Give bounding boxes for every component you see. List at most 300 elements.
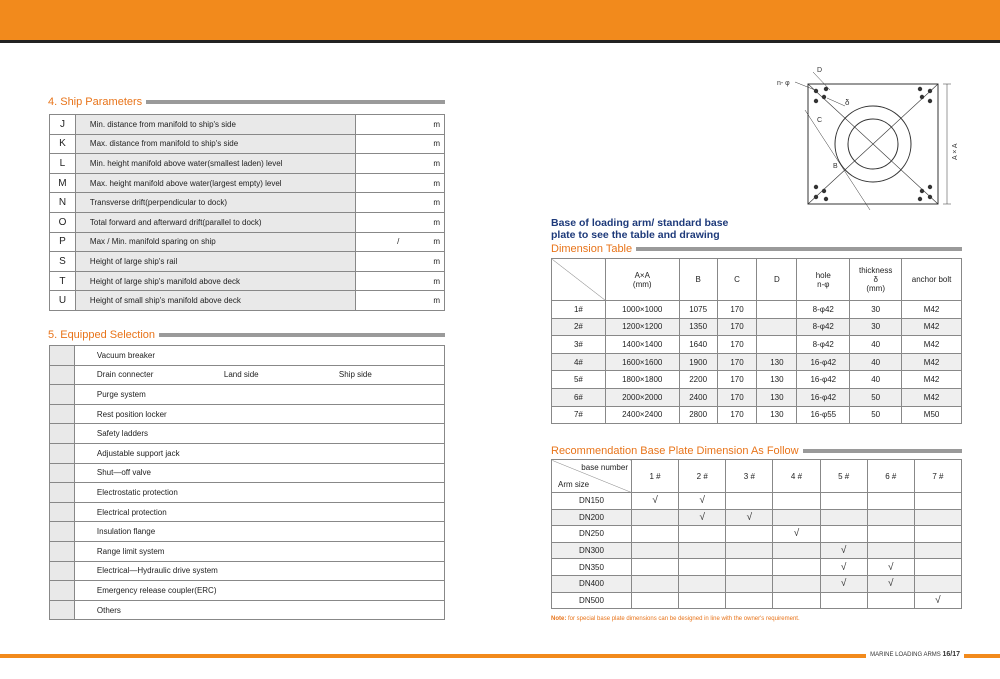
cell-b: 1350: [679, 318, 717, 336]
cell-c: 170: [717, 336, 757, 354]
cell-no: 2#: [552, 318, 606, 336]
param-value[interactable]: [356, 193, 445, 213]
cell-axa: 1000×1000: [605, 301, 679, 319]
param-code: N: [50, 193, 76, 213]
ship-params-table: [49, 114, 445, 311]
base-plate-drawing: [775, 60, 960, 215]
base-title-line1: Base of loading arm/ standard base: [551, 217, 729, 229]
select-checkbox[interactable]: [50, 443, 75, 463]
check-cell: [632, 493, 679, 510]
cell-axa: 2000×2000: [605, 388, 679, 406]
equip-name-cell: [74, 561, 444, 581]
param-desc: Height of large ship's rail: [75, 252, 355, 272]
table-row: [552, 493, 962, 510]
check-cell: [867, 493, 914, 510]
check-cell: [867, 575, 914, 592]
note-text: for special base plate dimensions can be designed in line with the owner's requirement.: [566, 616, 800, 622]
cell-anchor: M42: [902, 388, 962, 406]
heading-rule: [636, 247, 962, 251]
dimension-table: [551, 258, 962, 424]
check-icon: √: [699, 495, 705, 507]
cell-hole: 16-φ42: [797, 353, 850, 371]
table-row: [50, 463, 445, 483]
col-b: B: [679, 259, 717, 301]
cell-no: 5#: [552, 371, 606, 389]
cell-t: 30: [850, 301, 902, 319]
param-unit: m: [433, 119, 440, 129]
equip-name-cell: [74, 443, 444, 463]
arm-size: DN350: [552, 559, 632, 576]
col-base-number: 6 #: [867, 460, 914, 493]
table-row: [552, 336, 962, 354]
check-icon: √: [840, 545, 847, 557]
col-axa: A×A (mm): [605, 259, 679, 301]
cell-d: 130: [757, 388, 797, 406]
cell-d: 130: [757, 371, 797, 389]
equip-name: Drain connecter: [96, 370, 154, 380]
equip-name: Safety ladders: [96, 429, 149, 439]
check-icon: √: [888, 578, 894, 590]
select-checkbox[interactable]: [50, 600, 75, 620]
select-checkbox[interactable]: [50, 502, 75, 522]
check-cell: [820, 592, 867, 609]
param-code: O: [50, 212, 76, 232]
check-cell: [820, 493, 867, 510]
check-cell: [820, 526, 867, 543]
cell-t: 50: [850, 406, 902, 424]
check-cell: [773, 526, 820, 543]
col-base-number: 4 #: [773, 460, 820, 493]
dimension-title: Dimension Table: [551, 243, 633, 255]
cell-axa: 1400×1400: [605, 336, 679, 354]
table-row: [552, 318, 962, 336]
param-value[interactable]: [356, 291, 445, 311]
check-cell: [914, 526, 961, 543]
cell-b: 2200: [679, 371, 717, 389]
param-unit: m: [433, 217, 440, 227]
header-bar: [0, 0, 1000, 40]
cell-anchor: M42: [902, 301, 962, 319]
table-row: [50, 365, 445, 385]
cell-c: 170: [717, 353, 757, 371]
table-row: [50, 404, 445, 424]
check-cell: [679, 493, 726, 510]
select-checkbox[interactable]: [50, 463, 75, 483]
param-desc: Height of small ship's manifold above deck: [75, 291, 355, 311]
cell-d: [757, 318, 797, 336]
param-code: S: [50, 252, 76, 272]
cell-hole: 8-φ42: [797, 336, 850, 354]
check-cell: [632, 542, 679, 559]
table-row: [552, 301, 962, 319]
label-n-phi: n- φ: [777, 80, 790, 87]
param-unit: m: [433, 198, 440, 208]
table-row: [50, 483, 445, 503]
select-checkbox[interactable]: [50, 522, 75, 542]
param-value[interactable]: [356, 173, 445, 193]
cell-t: 40: [850, 353, 902, 371]
check-cell: [867, 526, 914, 543]
equipped-heading: [48, 329, 445, 341]
param-unit: m: [433, 296, 440, 306]
param-slash: /: [397, 237, 400, 247]
equip-name: Electrical—Hydraulic drive system: [96, 566, 218, 576]
label-b: B: [833, 163, 838, 170]
table-row: [50, 541, 445, 561]
select-checkbox[interactable]: [50, 424, 75, 444]
table-row: [552, 353, 962, 371]
table-row: [50, 115, 445, 135]
footer-bar: [0, 654, 1000, 658]
table-row: [50, 232, 445, 252]
equip-name-cell: [74, 522, 444, 542]
heading-rule: [159, 333, 445, 337]
header-rule: [0, 40, 1000, 43]
check-cell: [914, 493, 961, 510]
cell-anchor: M42: [902, 353, 962, 371]
check-cell: [914, 575, 961, 592]
col-hole: hole n-φ: [797, 259, 850, 301]
param-unit: m: [433, 139, 440, 149]
select-checkbox[interactable]: [50, 483, 75, 503]
cell-c: 170: [717, 301, 757, 319]
cell-d: [757, 301, 797, 319]
select-checkbox[interactable]: [50, 404, 75, 424]
param-value[interactable]: [356, 232, 445, 252]
cell-axa: 1200×1200: [605, 318, 679, 336]
equip-name-cell: [74, 581, 444, 601]
cell-no: 1#: [552, 301, 606, 319]
cell-anchor: M42: [902, 336, 962, 354]
param-code: J: [50, 115, 76, 135]
cell-hole: 16-φ55: [797, 406, 850, 424]
cell-b: 1075: [679, 301, 717, 319]
table-row: [50, 346, 445, 366]
check-cell: [679, 542, 726, 559]
check-icon: √: [888, 561, 894, 573]
equip-name: Vacuum breaker: [96, 350, 155, 360]
param-desc: Max. height manifold above water(largest empty) level: [75, 173, 355, 193]
cell-d: 130: [757, 353, 797, 371]
corner-top: base number: [581, 463, 628, 472]
cell-b: 1900: [679, 353, 717, 371]
param-unit: m: [433, 256, 440, 266]
cell-hole: 8-φ42: [797, 301, 850, 319]
arm-size: DN400: [552, 575, 632, 592]
check-cell: [679, 509, 726, 526]
check-cell: [726, 509, 773, 526]
check-cell: [632, 559, 679, 576]
equip-name-cell: [74, 385, 444, 405]
col-base-number: 5 #: [820, 460, 867, 493]
equip-name-cell: [74, 365, 444, 385]
check-cell: [679, 526, 726, 543]
check-cell: [914, 559, 961, 576]
table-row: [50, 424, 445, 444]
select-checkbox[interactable]: [50, 346, 75, 366]
param-desc: Max. distance from manifold to ship's side: [75, 134, 355, 154]
check-cell: [726, 542, 773, 559]
check-icon: √: [840, 561, 847, 573]
cell-anchor: M42: [902, 371, 962, 389]
param-code: M: [50, 173, 76, 193]
dimension-heading: [551, 243, 962, 255]
table-row: [50, 154, 445, 174]
ship-params-heading: [48, 96, 445, 108]
cell-t: 50: [850, 388, 902, 406]
recommendation-heading: [551, 445, 962, 457]
corner-bottom: Arm size: [558, 480, 590, 489]
table-row: [552, 406, 962, 424]
cell-anchor: M50: [902, 406, 962, 424]
check-cell: [773, 509, 820, 526]
label-delta: δ: [845, 98, 850, 107]
col-base-number: 7 #: [914, 460, 961, 493]
param-unit: m: [433, 178, 440, 188]
equip-name: Purge system: [96, 389, 146, 399]
check-icon: √: [840, 578, 847, 590]
check-cell: [632, 592, 679, 609]
table-row: [50, 134, 445, 154]
equip-ship-side: Ship side: [338, 370, 372, 380]
equip-land-side: Land side: [223, 370, 259, 380]
check-icon: √: [746, 511, 753, 523]
check-cell: [773, 559, 820, 576]
base-title-line2: plate to see the table and drawing: [551, 229, 720, 241]
param-value[interactable]: [356, 154, 445, 174]
arm-size: DN200: [552, 509, 632, 526]
table-row: [552, 388, 962, 406]
dimension-header-row: [552, 259, 962, 301]
table-row: [50, 502, 445, 522]
label-c: C: [817, 117, 823, 124]
equip-name-cell: [74, 600, 444, 620]
select-checkbox[interactable]: [50, 365, 75, 385]
arm-size: DN500: [552, 592, 632, 609]
check-cell: [773, 493, 820, 510]
check-cell: [632, 526, 679, 543]
arm-size: DN300: [552, 542, 632, 559]
table-row: [50, 271, 445, 291]
footer: [866, 651, 964, 658]
cell-b: 2400: [679, 388, 717, 406]
param-desc: Transverse drift(perpendicular to dock): [75, 193, 355, 213]
equip-name: Insulation flange: [96, 527, 156, 537]
check-cell: [726, 493, 773, 510]
cell-t: 30: [850, 318, 902, 336]
check-icon: √: [793, 528, 800, 540]
check-cell: [914, 509, 961, 526]
param-desc: Height of large ship's manifold above deck: [75, 271, 355, 291]
cell-no: 4#: [552, 353, 606, 371]
check-cell: [773, 592, 820, 609]
param-desc: Max / Min. manifold sparing on ship: [75, 232, 355, 252]
base-title: [551, 217, 728, 241]
note: [551, 616, 800, 622]
check-cell: [726, 559, 773, 576]
select-checkbox[interactable]: [50, 385, 75, 405]
check-cell: [726, 575, 773, 592]
table-row: [50, 561, 445, 581]
param-desc: Total forward and afterward drift(parallel to dock): [75, 212, 355, 232]
select-checkbox[interactable]: [50, 581, 75, 601]
cell-anchor: M42: [902, 318, 962, 336]
equip-name-cell: [74, 502, 444, 522]
param-desc: Min. height manifold above water(smallest laden) level: [75, 154, 355, 174]
arm-size: DN250: [552, 526, 632, 543]
check-cell: [726, 592, 773, 609]
param-code: P: [50, 232, 76, 252]
param-unit: m: [433, 276, 440, 286]
equip-name: Emergency release coupler(ERC): [96, 585, 217, 595]
equip-name: Adjustable support jack: [96, 448, 180, 458]
col-c: C: [717, 259, 757, 301]
equip-name-cell: [74, 404, 444, 424]
check-cell: [773, 542, 820, 559]
select-checkbox[interactable]: [50, 561, 75, 581]
check-cell: [632, 509, 679, 526]
col-base-number: 2 #: [679, 460, 726, 493]
equipped-table: [49, 345, 445, 620]
cell-no: 7#: [552, 406, 606, 424]
param-desc: Min. distance from manifold to ship's side: [75, 115, 355, 135]
table-row: [552, 575, 962, 592]
check-cell: [679, 559, 726, 576]
param-value[interactable]: [356, 212, 445, 232]
cell-hole: 8-φ42: [797, 318, 850, 336]
cell-c: 170: [717, 406, 757, 424]
check-cell: [820, 559, 867, 576]
check-cell: [726, 526, 773, 543]
check-cell: [914, 542, 961, 559]
note-label: Note:: [551, 616, 567, 622]
cell-d: 130: [757, 406, 797, 424]
equipped-title: 5. Equipped Selection: [48, 329, 156, 341]
cell-b: 2800: [679, 406, 717, 424]
check-icon: √: [935, 594, 941, 606]
check-cell: [820, 575, 867, 592]
table-row: [552, 526, 962, 543]
equip-name: Range limit system: [96, 546, 165, 556]
cell-axa: 1800×1800: [605, 371, 679, 389]
table-row: [552, 509, 962, 526]
table-row: [50, 291, 445, 311]
cell-hole: 16-φ42: [797, 371, 850, 389]
corner-cell: [552, 259, 606, 301]
col-base-number: 3 #: [726, 460, 773, 493]
cell-axa: 2400×2400: [605, 406, 679, 424]
check-cell: [820, 542, 867, 559]
param-code: T: [50, 271, 76, 291]
table-row: [50, 252, 445, 272]
check-icon: √: [699, 511, 705, 523]
param-value[interactable]: [356, 271, 445, 291]
param-code: U: [50, 291, 76, 311]
cell-c: 170: [717, 371, 757, 389]
cell-c: 170: [717, 318, 757, 336]
recommendation-table: [551, 459, 962, 609]
equip-name-cell: [74, 463, 444, 483]
check-cell: [679, 575, 726, 592]
check-cell: [773, 575, 820, 592]
heading-rule: [146, 100, 445, 104]
cell-axa: 1600×1600: [605, 353, 679, 371]
table-row: [50, 193, 445, 213]
table-row: [552, 542, 962, 559]
param-code: L: [50, 154, 76, 174]
table-row: [50, 581, 445, 601]
table-row: [50, 600, 445, 620]
check-cell: [867, 509, 914, 526]
param-unit: m: [433, 237, 440, 247]
corner-cell: [552, 460, 632, 493]
cell-no: 6#: [552, 388, 606, 406]
param-value[interactable]: [356, 115, 445, 135]
equip-name-cell: [74, 424, 444, 444]
table-row: [50, 385, 445, 405]
equip-name: Rest position locker: [96, 409, 167, 419]
table-row: [552, 559, 962, 576]
param-value[interactable]: [356, 134, 445, 154]
param-unit: m: [433, 158, 440, 168]
equip-name-cell: [74, 346, 444, 366]
table-row: [552, 371, 962, 389]
cell-no: 3#: [552, 336, 606, 354]
param-value[interactable]: [356, 252, 445, 272]
cell-c: 170: [717, 388, 757, 406]
select-checkbox[interactable]: [50, 541, 75, 561]
table-row: [552, 592, 962, 609]
heading-rule: [803, 449, 962, 453]
cell-d: [757, 336, 797, 354]
equip-name: Electrical protection: [96, 507, 167, 517]
equip-name-cell: [74, 483, 444, 503]
recommendation-title: Recommendation Base Plate Dimension As Follow: [551, 445, 799, 457]
col-base-number: 1 #: [632, 460, 679, 493]
table-row: [50, 173, 445, 193]
equip-name: Others: [96, 605, 121, 615]
table-row: [50, 522, 445, 542]
check-cell: [914, 592, 961, 609]
check-cell: [820, 509, 867, 526]
footer-brand: MARINE LOADING ARMS: [870, 652, 941, 658]
page-number: 16/17: [942, 651, 960, 658]
check-cell: [867, 592, 914, 609]
cell-b: 1640: [679, 336, 717, 354]
table-row: [50, 443, 445, 463]
col-d: D: [757, 259, 797, 301]
col-thickness: thickness δ (mm): [850, 259, 902, 301]
cell-hole: 16-φ42: [797, 388, 850, 406]
check-cell: [867, 559, 914, 576]
arm-size: DN150: [552, 493, 632, 510]
table-row: [50, 212, 445, 232]
equip-name-cell: [74, 541, 444, 561]
cell-t: 40: [850, 371, 902, 389]
check-icon: √: [652, 495, 658, 507]
equip-name: Electrostatic protection: [96, 487, 178, 497]
check-cell: [867, 542, 914, 559]
equip-name: Shut—off valve: [96, 468, 151, 478]
param-code: K: [50, 134, 76, 154]
ship-params-title: 4. Ship Parameters: [48, 96, 143, 108]
cell-t: 40: [850, 336, 902, 354]
label-d: D: [817, 67, 823, 74]
check-cell: [679, 592, 726, 609]
col-anchor: anchor bolt: [902, 259, 962, 301]
check-cell: [632, 575, 679, 592]
label-axa: A × A: [952, 143, 959, 160]
